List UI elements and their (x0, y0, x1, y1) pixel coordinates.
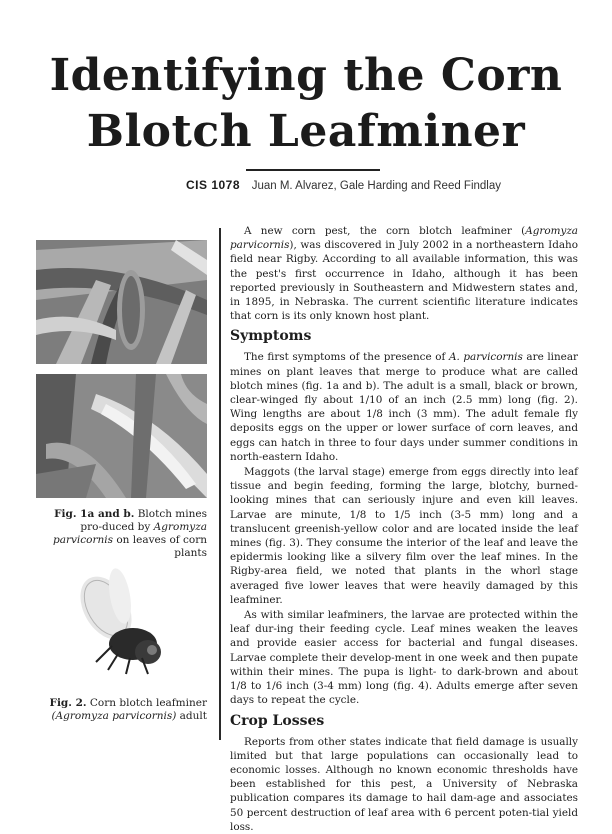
symptoms-heading: Symptoms (230, 328, 312, 345)
figure-1-caption (37, 508, 207, 560)
figure-2-caption-text: Corn blotch leafminer (86, 697, 207, 709)
symptoms-p1-text-a: The first symptoms of the presence of (244, 351, 449, 364)
title-line-1: Identifying the Corn (49, 50, 563, 101)
figure-2-species: (Agromyza parvicornis) (51, 710, 177, 722)
cis-number: CIS 1078 (186, 178, 241, 192)
symptoms-paragraph-3: As with similar leafminers, the larvae are protected within the leaf dur-ing their feeding cycle. Leaf mines weaken the leaves and provide easier access for bacterial and fungal diseases. Larvae complete their develop-ment in one week and then pupate within their mines. The pupa is light- to dark-brown and about 1/8 to 1/6 inch (3-4 mm) long (fig. 4). Adults emerge after seven days to repeat the cycle. (230, 609, 578, 707)
byline (186, 178, 501, 193)
intro-text-b: ), was discovered in July 2002 in a northeastern Idaho field near Rigby. According to all available information, this was the pest's first occurrence in Idaho, although it has been reported previously in Southeastern and Midwestern states and, in 1895, in Nebraska. The current scientific literature indicates that corn is its only known host plant. (230, 239, 578, 323)
page-title (0, 48, 612, 160)
figure-1b-photo (36, 374, 207, 498)
figure-2-caption-end: adult (176, 710, 207, 722)
figure-1-caption-end: on leaves of corn plants (113, 534, 207, 559)
intro-species: Agromyza parvicornis (230, 225, 578, 252)
main-text-column (230, 224, 578, 834)
intro-paragraph (230, 224, 578, 323)
figure-1-caption-text: Blotch mines pro-duced by (80, 508, 207, 533)
figure-2-caption (37, 697, 207, 723)
figure-1-species: Agromyza parvicornis (52, 521, 207, 546)
intro-text-a: A new corn pest, the corn blotch leafminer ( (244, 225, 526, 237)
symptoms-paragraph-2: Maggots (the larval stage) emerge from eggs directly into leaf tissue and begin feeding, forming the large, blotchy, burned-looking mines that can seriously injure and even kill leaves. Larvae are minute, 1/8 to 1/5 inch (3-5 mm) long and a translucent greenish-yellow color and are located inside the leaf mines (fig. 3). They consume the interior of the leaf and leave the epidermis looking like a silvery film over the leaf mines. In the Rigby-area field, we noted that plants in the whorl stage averaged five lower leaves that were heavily damaged by this leafminer. (230, 466, 578, 606)
symptoms-paragraph-1 (230, 350, 578, 464)
figure-2-photo (78, 566, 170, 676)
symptoms-p1-species: A. parvicornis (448, 351, 523, 364)
crop-losses-heading: Crop Losses (230, 712, 325, 729)
figure-2-label: Fig. 2. (49, 697, 87, 709)
figure-1a-photo (36, 240, 207, 364)
title-line-2: Blotch Leafminer (86, 106, 526, 157)
column-divider (219, 228, 221, 740)
title-underline (246, 169, 380, 171)
authors: Juan M. Alvarez, Gale Harding and Reed Findlay (251, 180, 502, 192)
symptoms-p1-text-b: are linear mines on plant leaves that merge to produce what are called blotch mines (fig. 1a and b). The adult is a small, black or brown, clear-winged fly about 1/10 of an inch (2.5 mm) long (fig. 2). Wing lengths are about 1/8 inch (3 mm). The adult female fly deposits eggs on the upper or lower surface of corn leaves, and eggs can hatch in three to four days under summer conditions in north-eastern Idaho. (230, 351, 578, 463)
crop-losses-paragraph: Reports from other states indicate that field damage is usually limited but that large populations can occasionally lead to economic losses. Although no known economic thresholds have been established for this pest, a University of Nebraska publication compares its damage to hail dam-age and associates 50 percent destruction of leaf area with 6 percent poten-tial yield loss. (230, 735, 578, 833)
figure-1-label: Fig. 1a and b. (54, 508, 135, 520)
